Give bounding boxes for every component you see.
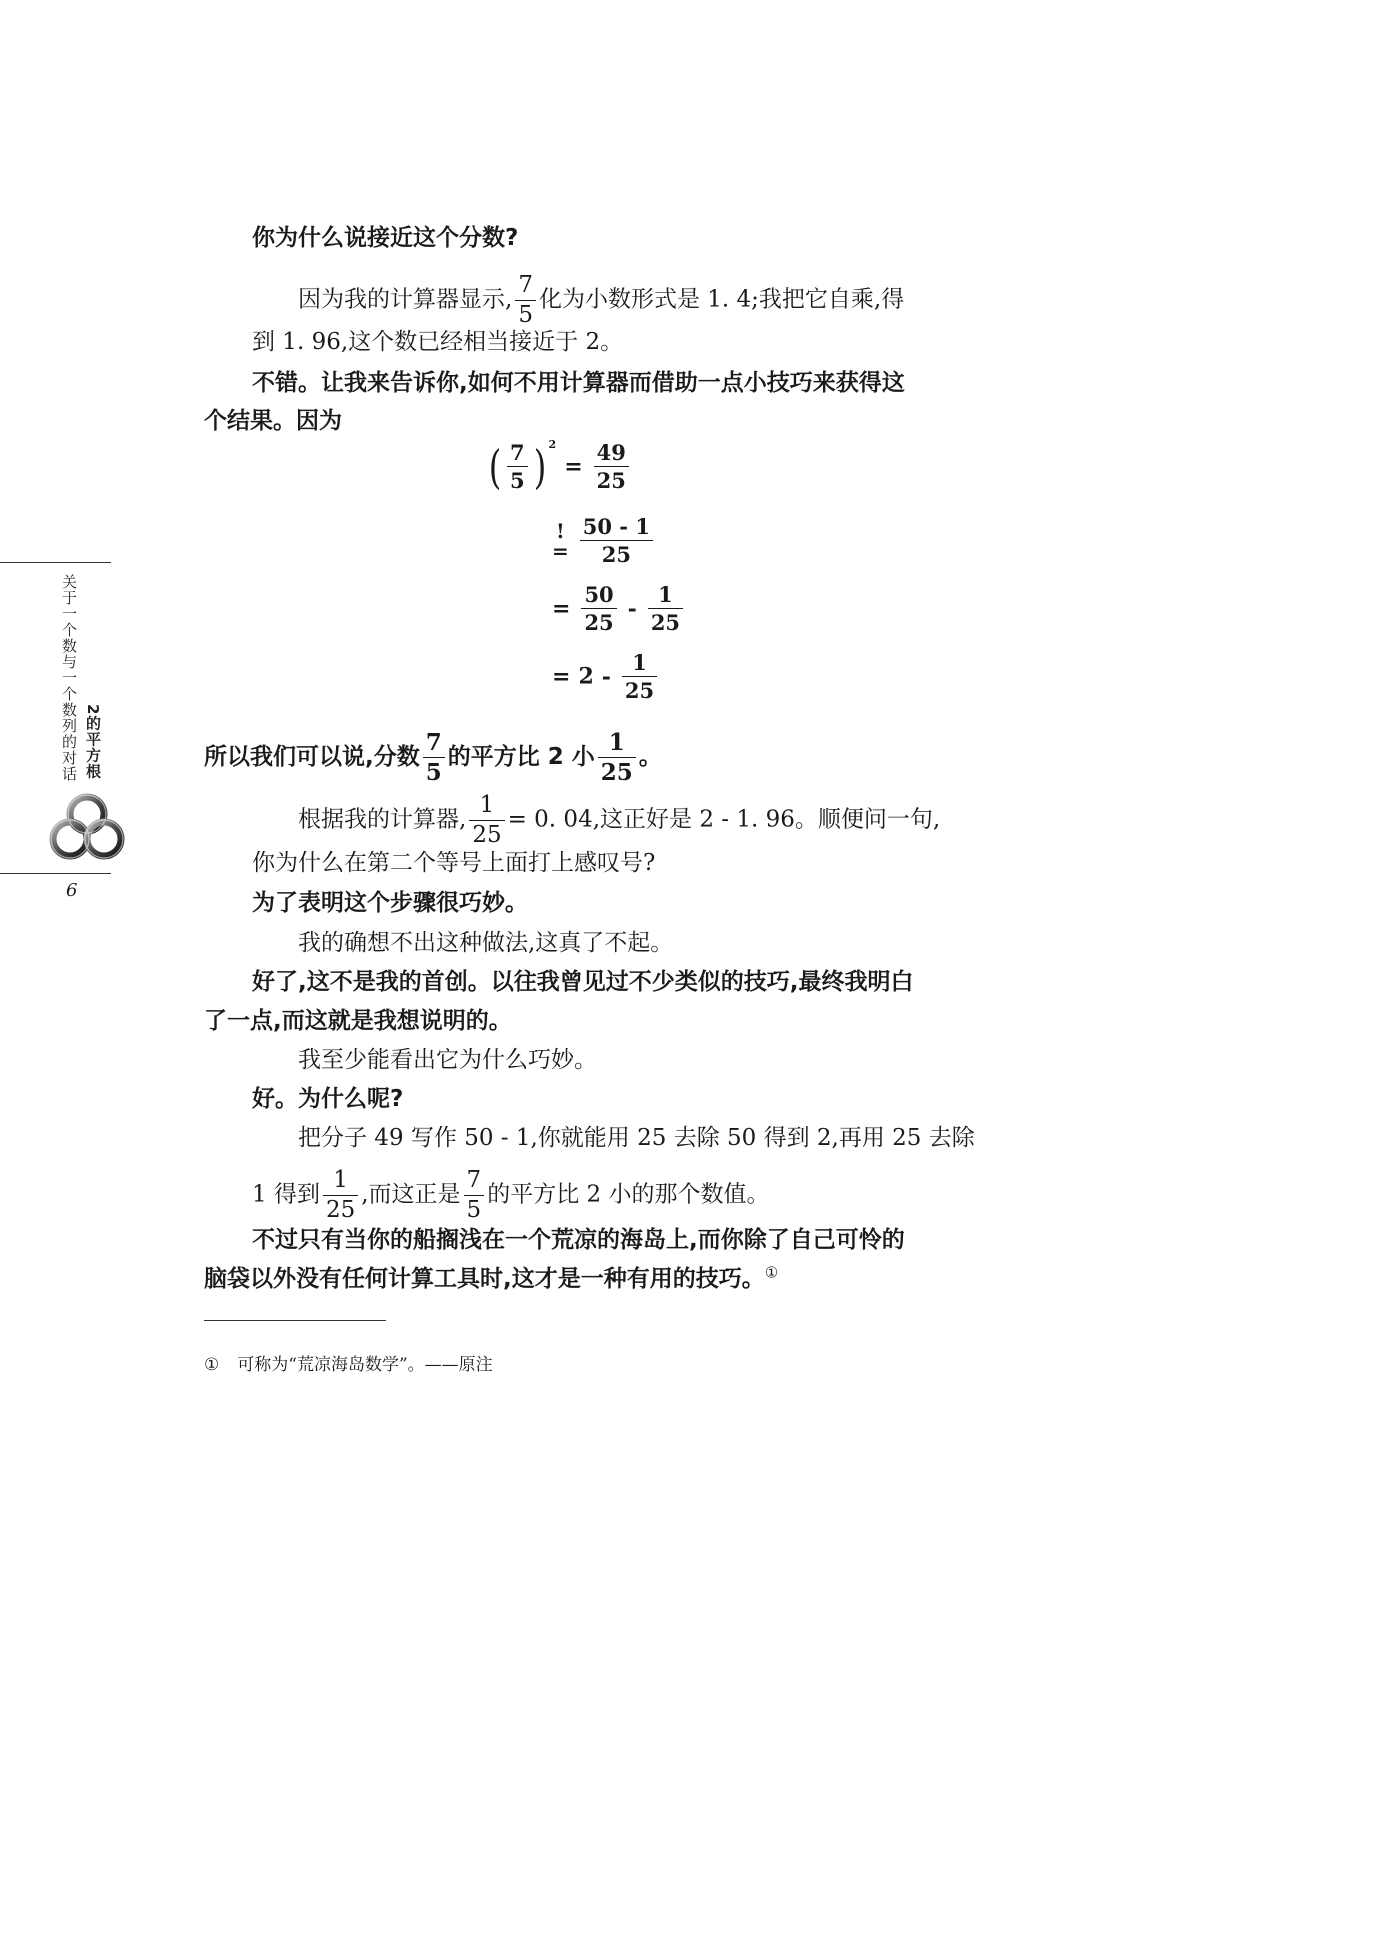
fraction bbox=[581, 584, 616, 633]
numerator: 1 bbox=[648, 584, 683, 609]
numerator: 50 - 1 bbox=[580, 516, 653, 541]
page-number: 6 bbox=[66, 880, 78, 901]
denominator: 25 bbox=[600, 759, 633, 786]
text-span: 的平方比 2 小 bbox=[447, 744, 595, 770]
fraction bbox=[648, 584, 683, 633]
answer-line: 我的确想不出这种做法,这真了不起。 bbox=[298, 930, 674, 956]
fraction bbox=[580, 516, 653, 565]
denominator: 25 bbox=[325, 1197, 356, 1223]
equation-row-3 bbox=[544, 584, 686, 633]
answer-line bbox=[298, 794, 940, 847]
equals-sign: = bbox=[552, 595, 571, 622]
text-span: 1 得到 bbox=[252, 1181, 320, 1208]
denominator: 25 bbox=[596, 468, 626, 493]
text-span: 脑袋以外没有任何计算工具时,这才是一种有用的技巧。 bbox=[204, 1266, 765, 1292]
answer-line: 我至少能看出它为什么巧妙。 bbox=[298, 1047, 597, 1073]
numerator: 7 bbox=[423, 731, 445, 758]
question-line: 好了,这不是我的首创。以往我曾见过不少类似的技巧,最终我明白 bbox=[252, 969, 914, 995]
question-line bbox=[204, 731, 662, 784]
question-line: 你为什么说接近这个分数? bbox=[252, 225, 519, 251]
exponent: 2 bbox=[548, 438, 557, 451]
denominator: 5 bbox=[425, 759, 442, 786]
question-line: 不过只有当你的船搁浅在一个荒凉的海岛上,而你除了自己可怜的 bbox=[252, 1227, 905, 1253]
numerator: 49 bbox=[594, 442, 629, 467]
denominator: 25 bbox=[601, 542, 631, 567]
numerator: 1 bbox=[469, 794, 504, 821]
exclamation-mark: ! bbox=[555, 518, 565, 543]
footnote-reference[interactable]: ① bbox=[764, 1263, 779, 1282]
fraction bbox=[622, 652, 657, 701]
text-span: ,而这正是 bbox=[361, 1181, 461, 1208]
denominator: 25 bbox=[472, 822, 502, 848]
equals-sign: = bbox=[552, 663, 571, 690]
denominator: 5 bbox=[466, 1197, 482, 1223]
fraction bbox=[464, 1169, 485, 1222]
equation-row-4 bbox=[544, 652, 660, 701]
fraction bbox=[469, 794, 504, 847]
text-span: = 0. 04,这正好是 2 - 1. 96。顺便问一句, bbox=[507, 806, 941, 833]
fraction bbox=[507, 442, 528, 491]
numerator: 7 bbox=[515, 274, 536, 301]
equals-sign: = bbox=[552, 538, 569, 563]
sidebar-bottom-rule bbox=[0, 873, 111, 874]
fraction bbox=[323, 1169, 358, 1222]
text-span: 所以我们可以说,分数 bbox=[204, 744, 420, 770]
text-span: 因为我的计算器显示, bbox=[298, 286, 513, 313]
numerator: 7 bbox=[464, 1169, 485, 1196]
text-span: 。 bbox=[638, 744, 662, 770]
question-line bbox=[204, 1264, 778, 1294]
footnote-rule bbox=[204, 1320, 386, 1321]
text-span: 化为小数形式是 1. 4;我把它自乘,得 bbox=[538, 286, 905, 313]
denominator: 25 bbox=[650, 610, 681, 635]
denominator: 5 bbox=[509, 468, 525, 493]
minus-sign: - bbox=[601, 663, 611, 690]
fraction bbox=[598, 731, 636, 784]
equation-row-2 bbox=[544, 516, 656, 565]
question-line: 了一点,而这就是我想说明的。 bbox=[204, 1008, 512, 1034]
footnote-text: 可称为“荒凉海岛数学”。——原注 bbox=[237, 1355, 493, 1375]
denominator: 25 bbox=[584, 610, 614, 635]
question-line: 不错。让我来告诉你,如何不用计算器而借助一点小技巧来获得这 bbox=[252, 370, 905, 396]
series-title: 关于一个数与一个数列的对话 bbox=[60, 574, 78, 782]
fraction bbox=[594, 442, 629, 491]
numerator: 7 bbox=[507, 442, 528, 467]
denominator: 25 bbox=[624, 678, 655, 703]
minus-sign: - bbox=[627, 595, 637, 622]
equation-row-1 bbox=[486, 438, 632, 494]
answer-line: 把分子 49 写作 50 - 1,你就能用 25 去除 50 得到 2,再用 25 去除 bbox=[298, 1125, 975, 1151]
fraction bbox=[515, 274, 536, 327]
exclaimed-equals bbox=[552, 518, 569, 563]
numerator: 1 bbox=[598, 731, 636, 758]
answer-line bbox=[298, 274, 904, 327]
trefoil-knot-icon bbox=[46, 793, 128, 861]
sidebar-top-rule bbox=[0, 562, 111, 563]
text-span: 根据我的计算器, bbox=[298, 806, 467, 833]
left-paren: ( bbox=[488, 439, 502, 494]
answer-line: 到 1. 96,这个数已经相当接近于 2。 bbox=[252, 329, 624, 355]
fraction bbox=[423, 731, 445, 784]
footnote-mark: ① bbox=[204, 1355, 220, 1375]
footnote bbox=[204, 1350, 493, 1375]
answer-line: 你为什么在第二个等号上面打上感叹号? bbox=[252, 850, 656, 876]
question-line: 为了表明这个步骤很巧妙。 bbox=[252, 890, 528, 916]
right-paren: ) bbox=[533, 439, 546, 494]
numerator: 1 bbox=[323, 1169, 358, 1196]
denominator: 5 bbox=[518, 302, 533, 328]
numerator: 1 bbox=[622, 652, 657, 677]
question-line: 个结果。因为 bbox=[204, 408, 342, 434]
text-span: 的平方比 2 小的那个数值。 bbox=[487, 1181, 770, 1208]
integer: 2 bbox=[578, 663, 594, 690]
book-title: 2的平方根 bbox=[84, 704, 102, 780]
question-line: 好。为什么呢? bbox=[252, 1086, 404, 1112]
equals-sign: = bbox=[564, 453, 583, 480]
answer-line bbox=[252, 1169, 769, 1222]
numerator: 50 bbox=[581, 584, 616, 609]
